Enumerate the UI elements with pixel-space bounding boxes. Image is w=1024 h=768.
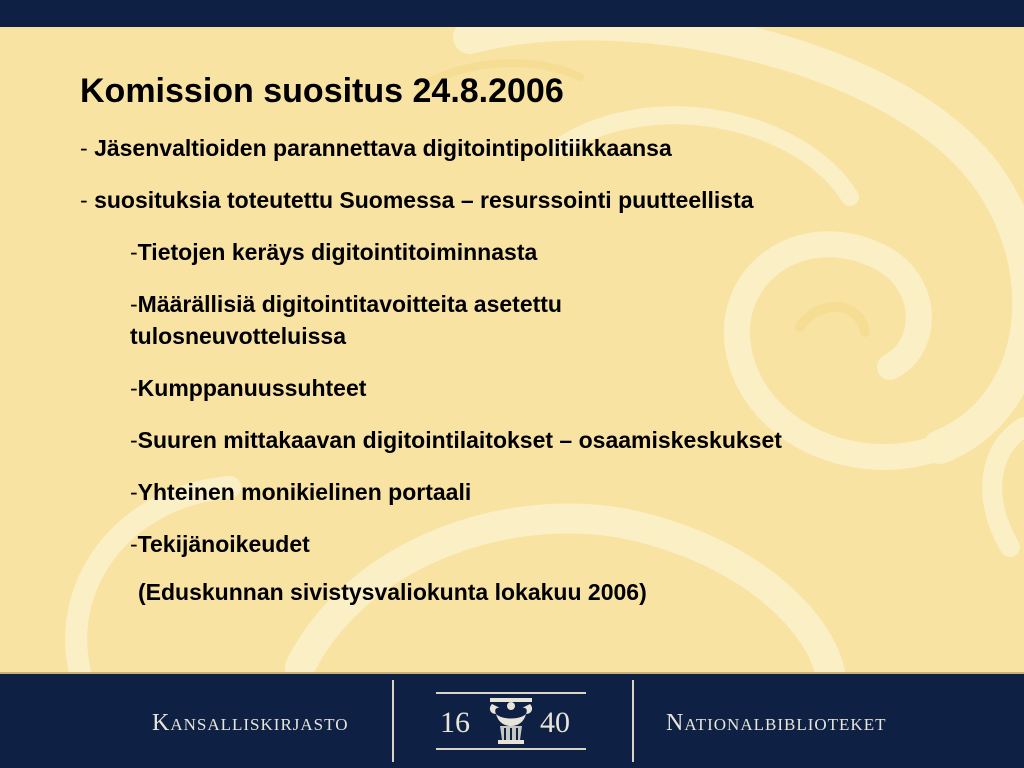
sub-bullet-item bbox=[130, 374, 366, 403]
bullet-dash: - bbox=[130, 375, 138, 401]
sub-bullet-item bbox=[130, 478, 471, 507]
bullet-dash: - bbox=[130, 291, 138, 317]
bullet-text: suosituksia toteutettu Suomessa – resurssointi puutteellista bbox=[94, 187, 754, 213]
library-name-finnish: Kansalliskirjasto bbox=[152, 710, 349, 736]
emblem-rule-bottom bbox=[436, 748, 586, 750]
emblem-rule-top bbox=[436, 692, 586, 694]
bullet-dash: - bbox=[130, 479, 138, 505]
bullet-item bbox=[80, 186, 754, 215]
slide-content bbox=[0, 27, 1024, 672]
bullet-dash: - bbox=[80, 187, 95, 213]
bullet-text: Jäsenvaltioiden parannettava digitointipolitiikkaansa bbox=[94, 135, 672, 161]
footer-bar bbox=[0, 672, 1024, 768]
source-note: (Eduskunnan sivistysvaliokunta lokakuu 2006) bbox=[138, 579, 647, 605]
year-digits-right: 40 bbox=[540, 706, 570, 739]
footer-divider bbox=[392, 680, 394, 762]
slide-title: Komission suositus 24.8.2006 bbox=[80, 72, 564, 110]
bullet-dash: - bbox=[130, 239, 138, 265]
top-bar bbox=[0, 0, 1024, 27]
bullet-text: Suuren mittakaavan digitointilaitokset – osaamiskeskukset bbox=[137, 427, 782, 453]
bullet-text: Määrällisiä digitointitavoitteita asetettu bbox=[137, 291, 562, 317]
corinthian-capital-icon bbox=[484, 696, 538, 748]
sub-bullet-continuation: tulosneuvotteluissa bbox=[130, 323, 346, 349]
bullet-item bbox=[80, 134, 672, 163]
bullet-dash: - bbox=[130, 531, 138, 557]
library-emblem bbox=[436, 690, 586, 754]
footer-divider bbox=[632, 680, 634, 762]
sub-bullet-item bbox=[130, 290, 562, 319]
bullet-text: Kumppanuussuhteet bbox=[137, 375, 367, 401]
library-name-swedish: Nationalbiblioteket bbox=[666, 710, 887, 736]
sub-bullet-item bbox=[130, 530, 310, 559]
slide-area bbox=[0, 27, 1024, 672]
bullet-text: Yhteinen monikielinen portaali bbox=[137, 479, 472, 505]
bullet-dash: - bbox=[130, 427, 138, 453]
sub-bullet-item bbox=[130, 238, 537, 267]
sub-bullet-item bbox=[130, 426, 782, 455]
bullet-dash: - bbox=[80, 135, 95, 161]
year-digits-left: 16 bbox=[440, 706, 470, 739]
bullet-text: Tekijänoikeudet bbox=[137, 531, 310, 557]
bullet-text: Tietojen keräys digitointitoiminnasta bbox=[137, 239, 538, 265]
